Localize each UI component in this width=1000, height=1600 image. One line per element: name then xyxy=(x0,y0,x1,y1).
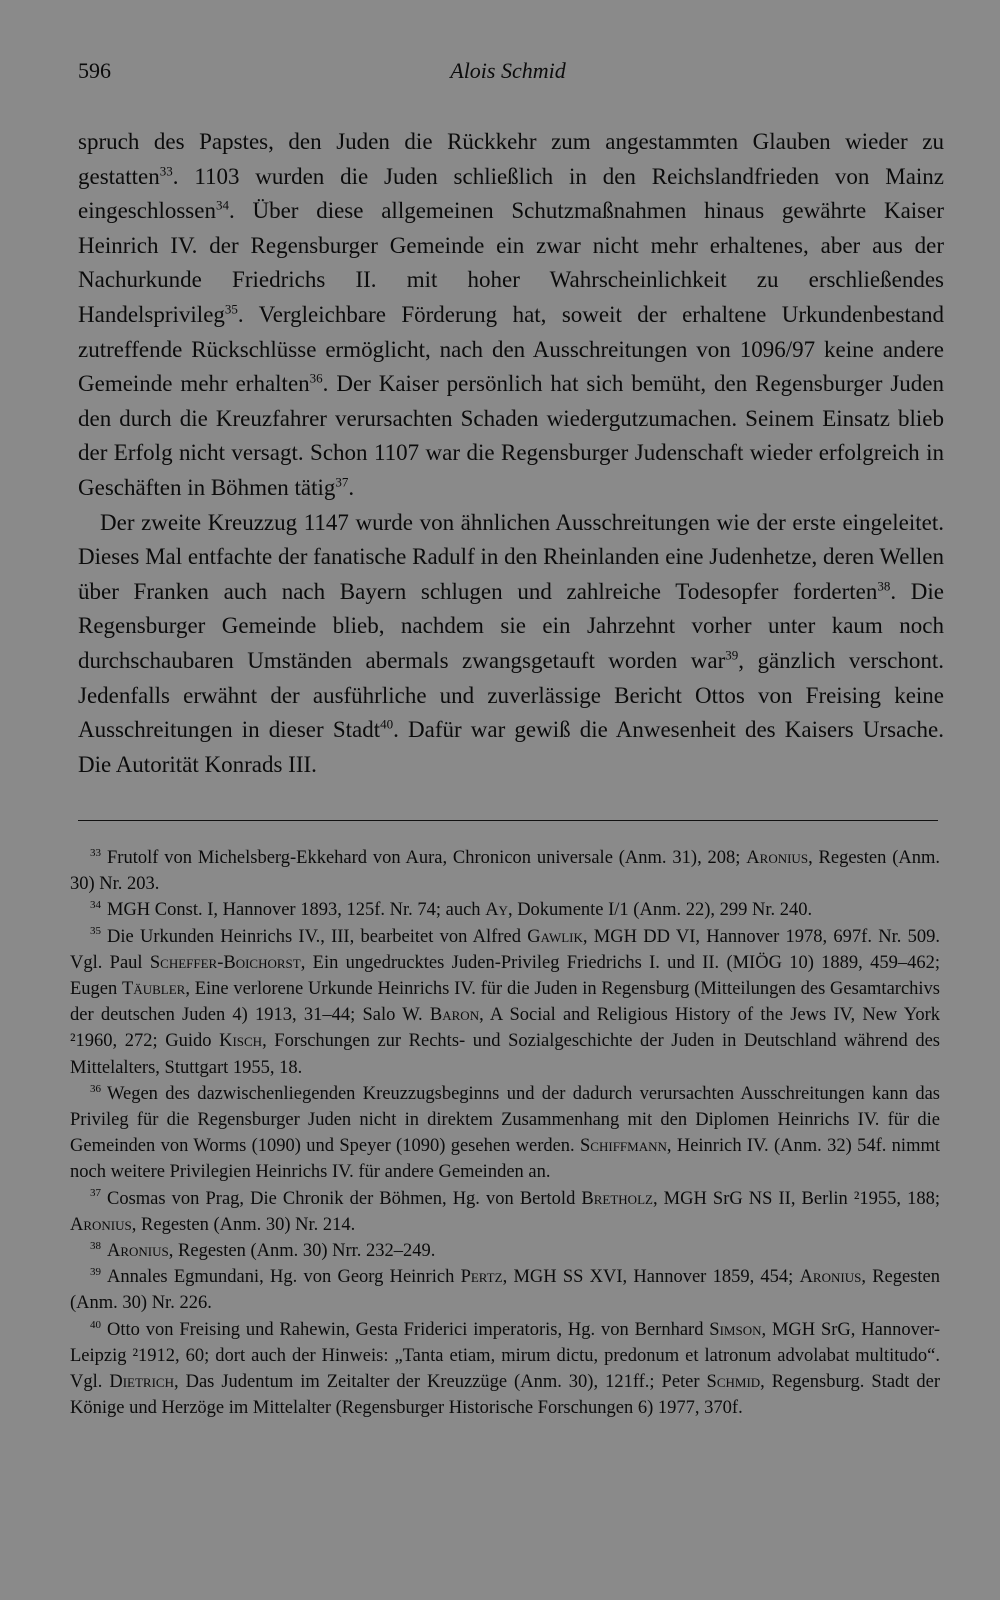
author-name: Aronius xyxy=(746,848,809,868)
footnote-ref: 37 xyxy=(335,474,349,490)
text-run: . Die Regensburger Gemeinde blieb, nachdem sie ein Jahrzehnt vorher unter kaum noch durchschaubaren Umständen abermals zwangsgetauft worden war xyxy=(78,578,944,673)
text-run: Frutolf von Michelsberg-Ekkehard von Aura, Chronicon universale (Anm. 31), 208; xyxy=(107,848,747,868)
footnote-34 xyxy=(70,897,940,923)
text-run: , MGH SS XVI, Hannover 1859, 454; xyxy=(502,1267,800,1288)
author-name: Schiffmann xyxy=(580,1136,667,1157)
text-run: , Heinrich IV. (Anm. 32) 54f. nimmt noch weitere Privilegien Heinrichs IV. für andere Gemeinden an. xyxy=(70,1136,940,1183)
author-name: Simson xyxy=(709,1319,762,1340)
text-run: , gänzlich verschont. Jedenfalls erwähnt der ausführliche und zuverlässige Bericht Ottos von Freising keine Ausschreitungen in dieser Stadt xyxy=(78,647,944,743)
footnote-number: 36 xyxy=(90,1082,101,1095)
footnote-number: 35 xyxy=(90,925,101,938)
author-name: Schmid xyxy=(706,1372,761,1393)
page-number: 596 xyxy=(78,58,111,83)
page-header xyxy=(78,58,938,92)
footnote-35 xyxy=(70,924,940,1081)
footnote-number: 37 xyxy=(90,1187,101,1200)
text-run: , Eine verlorene Urkunde Heinrichs IV. für die Juden in Regensburg (Mitteilungen des Gesamtarchivs der deutschen Juden 4) 1913, 31–44; Salo W. xyxy=(70,979,940,1026)
footnote-38 xyxy=(70,1238,940,1264)
text-run: . 1103 wurden die Juden schließlich in den Reichslandfrieden von Mainz eingeschlossen xyxy=(78,163,944,224)
text-run: Annales Egmundani, Hg. von Georg Heinrich xyxy=(107,1267,461,1288)
text-run: , Regesten (Anm. 30) Nrr. 232–249. xyxy=(168,1241,436,1262)
footnote-ref: 34 xyxy=(215,197,229,213)
author-name: Scheffer-Boichorst xyxy=(149,952,301,973)
author-name: Dietrich xyxy=(109,1372,174,1393)
footnote-number: 39 xyxy=(90,1266,101,1279)
footnote-divider xyxy=(78,820,938,821)
text-run: Wegen des dazwischenliegenden Kreuzzugsbeginns und der dadurch verursachten Ausschreitungen kann das Privileg für die Regensburger Juden nicht in direktem Zusammenhang mit den Diplomen Heinrichs IV. für die Gemeinden von Worms (1090) und Speyer (1090) gesehen werden. xyxy=(70,1083,940,1157)
footnote-number: 33 xyxy=(90,846,101,859)
text-run: , MGH SrG, Hannover-Leipzig ²1912, 60; dort auch der Hinweis: „Tanta etiam, mirum dictu, predonum et latronum advolabat multitudo“. Vgl. xyxy=(70,1319,940,1393)
text-run: , A Social and Religious History of the Jews IV, New York ²1960, 272; Guido xyxy=(70,1005,940,1052)
footnote-ref: 39 xyxy=(725,647,739,663)
main-text xyxy=(78,125,944,782)
text-run: , Forschungen zur Rechts- und Sozialgeschichte der Juden in Deutschland während des Mittelalters, Stuttgart 1955, 18. xyxy=(70,1031,940,1078)
footnote-ref: 36 xyxy=(309,370,323,386)
text-run: , MGH DD VI, Hannover 1978, 697f. Nr. 509. Vgl. Paul xyxy=(70,926,940,973)
footnote-33 xyxy=(70,845,940,897)
author-name: Kisch xyxy=(219,1031,263,1052)
text-run: , Regesten (Anm. 30) Nr. 214. xyxy=(131,1214,356,1235)
author-name: Aronius xyxy=(799,1267,862,1288)
text-run: spruch des Papstes, den Juden die Rückkehr zum angestammten Glauben wieder zu gestatten xyxy=(78,129,944,189)
author-name: Aronius xyxy=(107,1241,169,1262)
author-name: Ay xyxy=(485,900,508,921)
footnote-ref: 40 xyxy=(380,716,394,732)
author-name: Pertz xyxy=(460,1267,503,1288)
footnote-40 xyxy=(70,1317,940,1422)
text-run: Der zweite Kreuzzug 1147 wurde von ähnlichen Ausschreitungen wie der erste eingeleitet. Dieses Mal entfachte der fanatische Radulf in den Rheinlanden eine Judenhetze, deren Wellen über Franken auch nach Bayern schlugen und zahlreiche Todesopfer forderten xyxy=(78,509,944,604)
footnote-number: 38 xyxy=(90,1239,101,1252)
footnote-number: 40 xyxy=(90,1318,101,1331)
author-name: Gawlik xyxy=(527,926,583,947)
running-head: Alois Schmid xyxy=(450,58,566,83)
footnote-37 xyxy=(70,1186,940,1238)
footnote-ref: 35 xyxy=(224,301,238,317)
text-run: . Dafür war gewiß die Anwesenheit des Kaisers Ursache. Die Autorität Konrads III. xyxy=(78,717,944,777)
text-run: Otto von Freising und Rahewin, Gesta Friderici imperatoris, Hg. von Bernhard xyxy=(107,1319,710,1340)
text-run: , Regesten (Anm. 30) Nr. 226. xyxy=(70,1267,940,1314)
footnote-ref: 33 xyxy=(159,162,173,178)
paragraph xyxy=(78,506,944,783)
footnotes xyxy=(70,845,940,1421)
text-run: , Das Judentum im Zeitalter der Kreuzzüge (Anm. 30), 121ff.; Peter xyxy=(174,1372,707,1393)
text-run: , Dokumente I/1 (Anm. 22), 299 Nr. 240. xyxy=(507,900,813,921)
text-run: , Regensburg. Stadt der Könige und Herzöge im Mittelalter (Regensburger Historische Forschungen 6) 1977, 370f. xyxy=(70,1372,941,1419)
text-run: . Über diese allgemeinen Schutzmaßnahmen hinaus gewährte Kaiser Heinrich IV. der Regensburger Gemeinde ein zwar nicht mehr erhaltenes, aber aus der Nachurkunde Friedrichs II. mit hoher Wahrscheinlichkeit zu erschließendes Handelsprivileg xyxy=(78,198,944,327)
text-run: , Ein ungedrucktes Juden-Privileg Friedrichs I. und II. (MIÖG 10) 1889, 459–462; Eugen xyxy=(70,952,940,1000)
author-name: Aronius xyxy=(70,1214,132,1235)
paragraph xyxy=(78,125,944,506)
footnote-36 xyxy=(70,1081,940,1186)
text-run: Cosmas von Prag, Die Chronik der Böhmen, Hg. von Bertold xyxy=(107,1188,582,1209)
text-run: , Regesten (Anm. 30) Nr. 203. xyxy=(70,848,940,895)
text-run: , MGH SrG NS II, Berlin ²1955, 188; xyxy=(652,1188,940,1209)
author-name: Täubler xyxy=(122,979,186,1000)
text-run: Die Urkunden Heinrichs IV., III, bearbeitet von Alfred xyxy=(107,926,528,947)
footnote-ref: 38 xyxy=(877,578,891,594)
text-run: MGH Const. I, Hannover 1893, 125f. Nr. 74; auch xyxy=(107,900,486,921)
text-run: . Der Kaiser persönlich hat sich bemüht, den Regensburger Juden den durch die Kreuzfahrer verursachten Schaden wiedergutzumachen. Seinem Einsatz blieb der Erfolg nicht versagt. Schon 1107 war die Regensburger Judenschaft wieder erfolgreich in Geschäften in Böhmen tätig xyxy=(78,371,945,500)
author-name: Bretholz xyxy=(581,1188,653,1209)
author-name: Baron xyxy=(429,1005,480,1026)
text-run: . xyxy=(348,474,355,500)
text-run: . Vergleichbare Förderung hat, soweit der erhaltene Urkundenbestand zutreffende Rückschlüsse ermöglicht, nach den Ausschreitungen von 1096/97 keine andere Gemeinde mehr erhalten xyxy=(78,301,944,397)
footnote-number: 34 xyxy=(90,899,101,912)
footnote-39 xyxy=(70,1264,940,1316)
